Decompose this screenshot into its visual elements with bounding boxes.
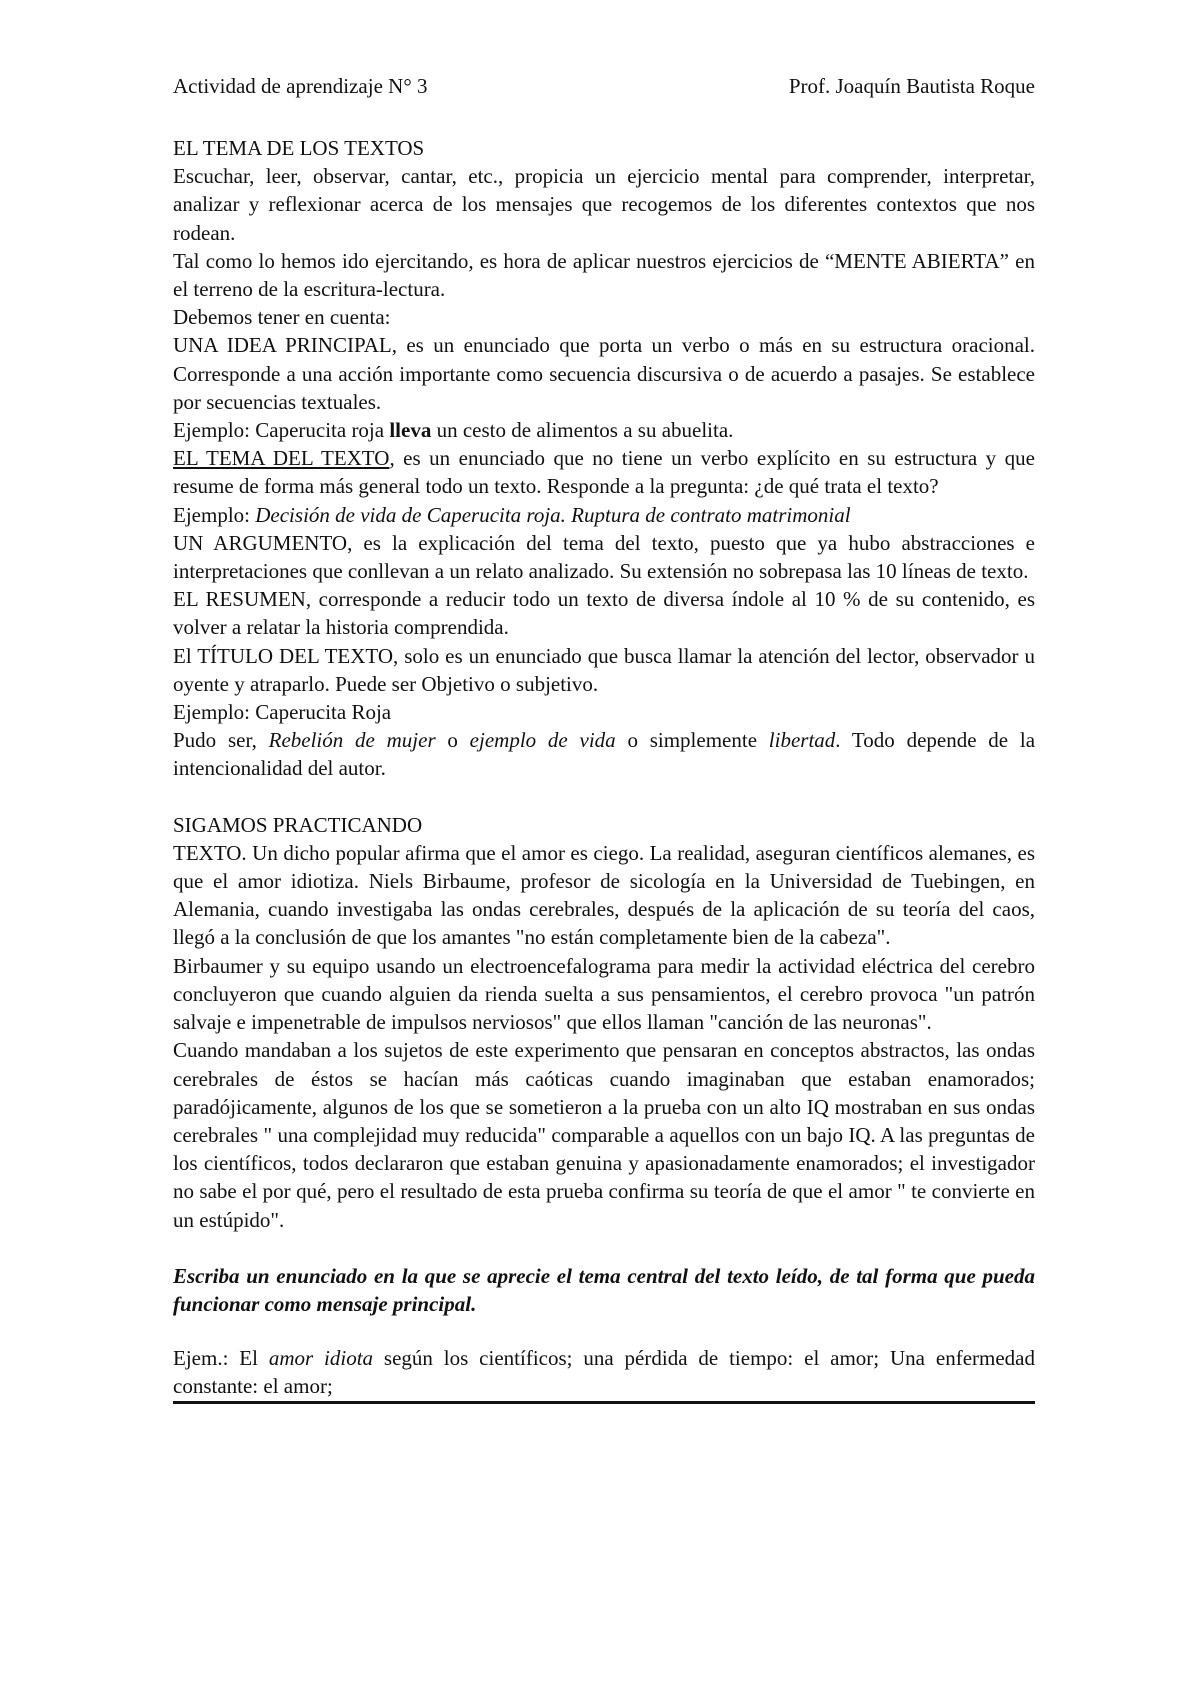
pudo-text-a: Pudo ser,: [173, 728, 269, 753]
resumen-paragraph: EL RESUMEN, corresponde a reducir todo un texto de diversa índole al 10 % de su contenido, es volver a relatar la historia comprendida.: [173, 587, 1035, 640]
spacer: [173, 783, 1035, 811]
example-2-label: Ejemplo:: [173, 502, 256, 527]
idea-principal-text: , es un enunciado que porta un verbo o más en su estructura oracional. Corresponde a una acción importante como secuencia discursiva o de acuerdo a pasajes. Se establece por secuencias textuales.: [173, 333, 1036, 414]
text-paragraph-2: Birbaumer y su equipo usando un electroencefalograma para medir la actividad eléctrica del cerebro concluyeron que cuando alguien da rienda suelta a sus pensamientos, el cerebro provoca "un patrón salvaje e impenetrable de impulsos nerviosos" que ellos llaman "canción de las neuronas".: [173, 953, 1035, 1035]
answer-text-b: según los científicos; una pérdida de tiempo: el amor; Una enfermedad constante: el amor;: [173, 1346, 1035, 1399]
tema-texto-text: , es un enunciado que no tiene un verbo explícito en su estructura y que resume de forma más general todo un texto. Responde a la pregunta: ¿de qué trata el texto?: [173, 446, 1035, 499]
answer-italic: amor idiota: [268, 1346, 374, 1371]
intro-paragraph: Escuchar, leer, observar, cantar, etc., propicia un ejercicio mental para comprender, interpretar, analizar y reflexionar acerca de los mensajes que recogemos de los diferentes contextos que nos rodean.: [173, 164, 1035, 245]
text-paragraph-3: Cuando mandaban a los sujetos de este experimento que pensaran en conceptos abstractos, las ondas cerebrales de éstos se hacían más caóticas cuando imaginaban que estaban enamorados; paradójicamente, algunos de los que se sometieron a la prueba con un alto IQ mostraban en sus ondas cerebrales " una complejidad muy reducida" comparable a aquellos con un bajo IQ. A las preguntas de los científicos, todos declararon que estaban genuina y apasionadamente enamorados; el investigador no sabe el por qué, pero el resultado de esta prueba confirma su teoría de que el amor " te convierte en un estúpido".: [173, 1038, 1035, 1232]
example-2: [173, 501, 1035, 529]
tema-texto-term: EL TEMA DEL TEXTO: [173, 446, 390, 471]
pudo-italic-3: libertad: [768, 728, 836, 753]
page-header: [173, 72, 1035, 100]
answer-underline-rule: [173, 1401, 1035, 1404]
mente-abierta-paragraph: Tal como lo hemos ido ejercitando, es hora de aplicar nuestros ejercicios de “MENTE ABIERTA” en el terreno de la escritura-lectura.: [173, 248, 1035, 302]
document-page: [173, 72, 1035, 1404]
teacher-name: Prof. Joaquín Bautista Roque: [788, 74, 1035, 98]
example-1-text-a: Ejemplo: Caperucita roja: [173, 418, 390, 443]
activity-title: Actividad de aprendizaje N° 3: [173, 74, 428, 98]
pudo-ser-paragraph: [173, 726, 1035, 782]
answer-text-a: Ejem.: El: [173, 1346, 269, 1371]
idea-principal-term: UNA IDEA PRINCIPAL: [173, 333, 392, 358]
idea-principal-paragraph: [173, 331, 1035, 416]
example-1: [173, 416, 1035, 444]
example-1-verb: lleva: [389, 418, 432, 443]
section-title-practicando: SIGAMOS PRACTICANDO: [173, 812, 423, 837]
pudo-text-d: . Todo depende de la intencionalidad del autor.: [173, 728, 1036, 781]
pudo-italic-1: Rebelión de mujer: [268, 728, 436, 753]
answer-paragraph: [173, 1344, 1035, 1400]
argumento-paragraph: UN ARGUMENTO, es la explicación del tema del texto, puesto que ya hubo abstracciones e interpretaciones que conllevan a un relato analizado. Su extensión no sobrepasa las 10 líneas de texto.: [173, 530, 1035, 584]
instruction: Escriba un enunciado en la que se aprecie el tema central del texto leído, de tal forma que pueda funcionar como mensaje principal.: [173, 1263, 1035, 1316]
section-title-tema: EL TEMA DE LOS TEXTOS: [173, 136, 425, 160]
pudo-italic-2: ejemplo de vida: [469, 728, 616, 753]
consider-line: Debemos tener en cuenta:: [173, 305, 391, 330]
pudo-text-b: o: [435, 728, 470, 753]
example-3: Ejemplo: Caperucita Roja: [173, 700, 392, 725]
pudo-text-c: o simplemente: [615, 728, 769, 753]
text-paragraph-1: TEXTO. Un dicho popular afirma que el amor es ciego. La realidad, aseguran científicos alemanes, es que el amor idiotiza. Niels Birbaume, profesor de sicología en la Universidad de Tuebingen, en Alemania, cuando investigaba las ondas cerebrales, después de la aplicación de su teoría del caos, llegó a la conclusión de que los amantes "no están completamente bien de la cabeza".: [173, 840, 1035, 950]
titulo-paragraph: El TÍTULO DEL TEXTO, solo es un enunciado que busca llamar la atención del lector, observador u oyente y atraparlo. Puede ser Objetivo o subjetivo.: [173, 643, 1035, 696]
example-2-italic: Decisión de vida de Caperucita roja. Ruptura de contrato matrimonial: [255, 502, 851, 527]
example-1-text-b: un cesto de alimentos a su abuelita.: [431, 418, 734, 443]
tema-texto-paragraph: [173, 444, 1035, 500]
